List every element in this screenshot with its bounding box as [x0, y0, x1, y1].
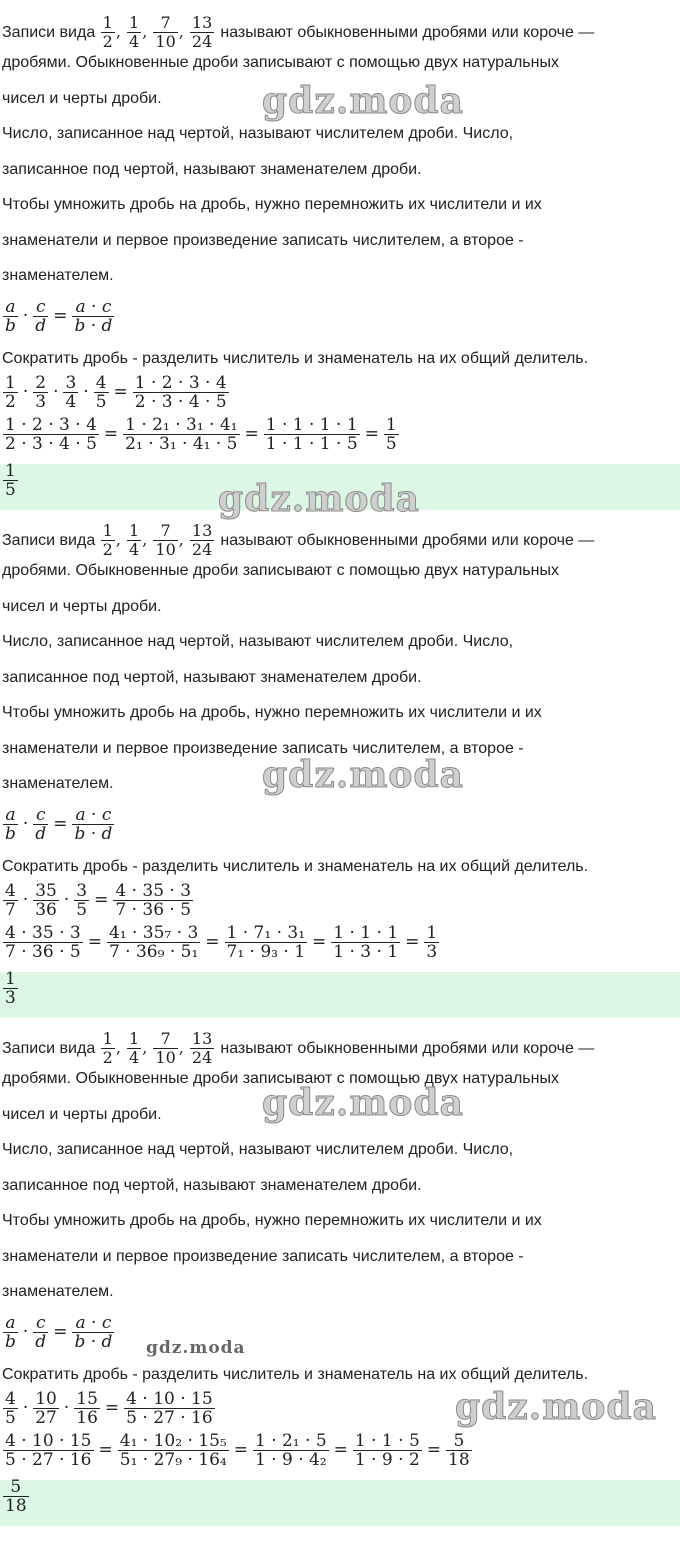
step-2: $\frac{4 \cdot 10 \cdot 15}{5 \cdot 27 \cdot 16}$ = $\frac{\text{4₁ · 10₂ · 15₅}}{\text{5₁ · 27₉ · 16₄}}$ = $\frac{\text{1 · 2₁ · 5}}{\text{1 · 9 · 4₂}}$ = $\frac{1 \cdot 1 \cdot 5}{1 \cdot 9 \cdot 2}$ = $\frac{5}{18}$: [5, 1431, 470, 1470]
watermark: gdz.moda: [262, 80, 464, 122]
formula: $\frac{a}{b}$ · $\frac{c}{d}$ = $\frac{a \cdot c}{b \cdot d}$: [5, 805, 113, 844]
step-1: $\frac{1}{2}$ · $\frac{2}{3}$ · $\frac{3}{4}$ · $\frac{4}{5}$ = $\frac{1 \cdot 2 \cdot 3 \cdot 4}{2 \cdot 3 \cdot 4 \cdot 5}$: [5, 373, 227, 412]
step-1: $\frac{4}{7}$ · $\frac{35}{36}$ · $\frac{3}{5}$ = $\frac{4 \cdot 35 \cdot 3}{7 \cdot 36 \cdot 5}$: [5, 881, 192, 920]
intro-line-4: Число, записанное над чертой, называют числителем дроби. Число,: [2, 1141, 514, 1158]
intro-line-5: записанное под чертой, называют знаменателем дроби.: [2, 669, 422, 686]
formula: $\frac{a}{b}$ · $\frac{c}{d}$ = $\frac{a \cdot c}{b \cdot d}$: [5, 297, 113, 336]
answer: $\frac{1}{3}$: [5, 969, 16, 1008]
intro-line-2: дробями. Обыкновенные дроби записывают с помощью двух натуральных: [2, 54, 559, 71]
intro-line-7: знаменатели и первое произведение записать числителем, а второе -: [2, 1248, 524, 1265]
intro-line-5: записанное под чертой, называют знаменателем дроби.: [2, 1177, 422, 1194]
example-fractions: $\frac{1}{2}$ , $\frac{1}{4}$ , $\frac{7}{10}$ , $\frac{13}{24}$: [102, 13, 213, 51]
intro-line-8: знаменателем.: [2, 1283, 114, 1300]
section-1: [0, 0, 680, 520]
step-2: $\frac{1 \cdot 2 \cdot 3 \cdot 4}{2 \cdot 3 \cdot 4 \cdot 5}$ = $\frac{\text{1 · 2₁ · 3₁ · 4₁}}{\text{2₁ · 3₁ · 4₁ · 5}}$ = $\frac{1 \cdot 1 \cdot 1 \cdot 1}{1 \cdot 1 \cdot 1 \cdot 5}$ = $\frac{1}{5}$: [5, 415, 397, 454]
intro-line-1: Записи вида $\frac{1}{2}$ , $\frac{1}{4}$ , $\frac{7}{10}$ , $\frac{13}{24}$ называют обыкновенными дробями или короче —: [2, 13, 595, 51]
watermark: gdz.moda: [262, 1082, 464, 1124]
step-1: $\frac{4}{5}$ · $\frac{10}{27}$ · $\frac{15}{16}$ = $\frac{4 \cdot 10 \cdot 15}{5 \cdot 27 \cdot 16}$: [5, 1389, 213, 1428]
intro-line-4: Число, записанное над чертой, называют числителем дроби. Число,: [2, 633, 514, 650]
intro-line-3: чисел и черты дроби.: [2, 598, 162, 615]
section-2: [0, 508, 680, 1018]
intro-line-6: Чтобы умножить дробь на дробь, нужно перемножить их числители и их: [2, 196, 542, 213]
watermark: gdz.moda: [455, 1386, 657, 1428]
section-3: [0, 1016, 680, 1526]
rule-text: Сократить дробь - разделить числитель и знаменатель на их общий делитель.: [2, 858, 589, 875]
intro-line-7: знаменатели и первое произведение записать числителем, а второе -: [2, 232, 524, 249]
watermark: gdz.moda: [146, 1338, 246, 1358]
intro-line-1: Записи вида $\frac{1}{2}$ , $\frac{1}{4}$ , $\frac{7}{10}$ , $\frac{13}{24}$ называют обыкновенными дробями или короче —: [2, 1029, 595, 1067]
answer: $\frac{1}{5}$: [5, 461, 16, 500]
intro-line-4: Число, записанное над чертой, называют числителем дроби. Число,: [2, 125, 514, 142]
intro-line-2: дробями. Обыкновенные дроби записывают с помощью двух натуральных: [2, 1070, 559, 1087]
intro-line-6: Чтобы умножить дробь на дробь, нужно перемножить их числители и их: [2, 704, 542, 721]
watermark: gdz.moda: [218, 478, 420, 520]
formula: $\frac{a}{b}$ · $\frac{c}{d}$ = $\frac{a \cdot c}{b \cdot d}$: [5, 1313, 113, 1352]
step-2: $\frac{4 \cdot 35 \cdot 3}{7 \cdot 36 \cdot 5}$ = $\frac{\text{4₁ · 35₇ · 3}}{\text{7 · 36₉ · 5₁}}$ = $\frac{\text{1 · 7₁ · 3₁}}{\text{7₁ · 9₃ · 1}}$ = $\frac{1 \cdot 1 \cdot 1}{1 \cdot 3 \cdot 1}$ = $\frac{1}{3}$: [5, 923, 438, 962]
intro-line-5: записанное под чертой, называют знаменателем дроби.: [2, 161, 422, 178]
intro-line-6: Чтобы умножить дробь на дробь, нужно перемножить их числители и их: [2, 1212, 542, 1229]
intro-line-8: знаменателем.: [2, 267, 114, 284]
rule-text: Сократить дробь - разделить числитель и знаменатель на их общий делитель.: [2, 1366, 589, 1383]
answer-bar: [0, 1477, 680, 1526]
watermark: gdz.moda: [262, 754, 464, 796]
intro-line-7: знаменатели и первое произведение записать числителем, а второе -: [2, 740, 524, 757]
rule-text: Сократить дробь - разделить числитель и знаменатель на их общий делитель.: [2, 350, 589, 367]
intro-line-1: Записи вида $\frac{1}{2}$ , $\frac{1}{4}$ , $\frac{7}{10}$ , $\frac{13}{24}$ называют обыкновенными дробями или короче —: [2, 521, 595, 559]
intro-line-3: чисел и черты дроби.: [2, 90, 162, 107]
intro-line-3: чисел и черты дроби.: [2, 1106, 162, 1123]
answer: $\frac{5}{18}$: [5, 1477, 27, 1516]
intro-line-2: дробями. Обыкновенные дроби записывают с помощью двух натуральных: [2, 562, 559, 579]
intro-line-8: знаменателем.: [2, 775, 114, 792]
answer-bar: [0, 969, 680, 1018]
